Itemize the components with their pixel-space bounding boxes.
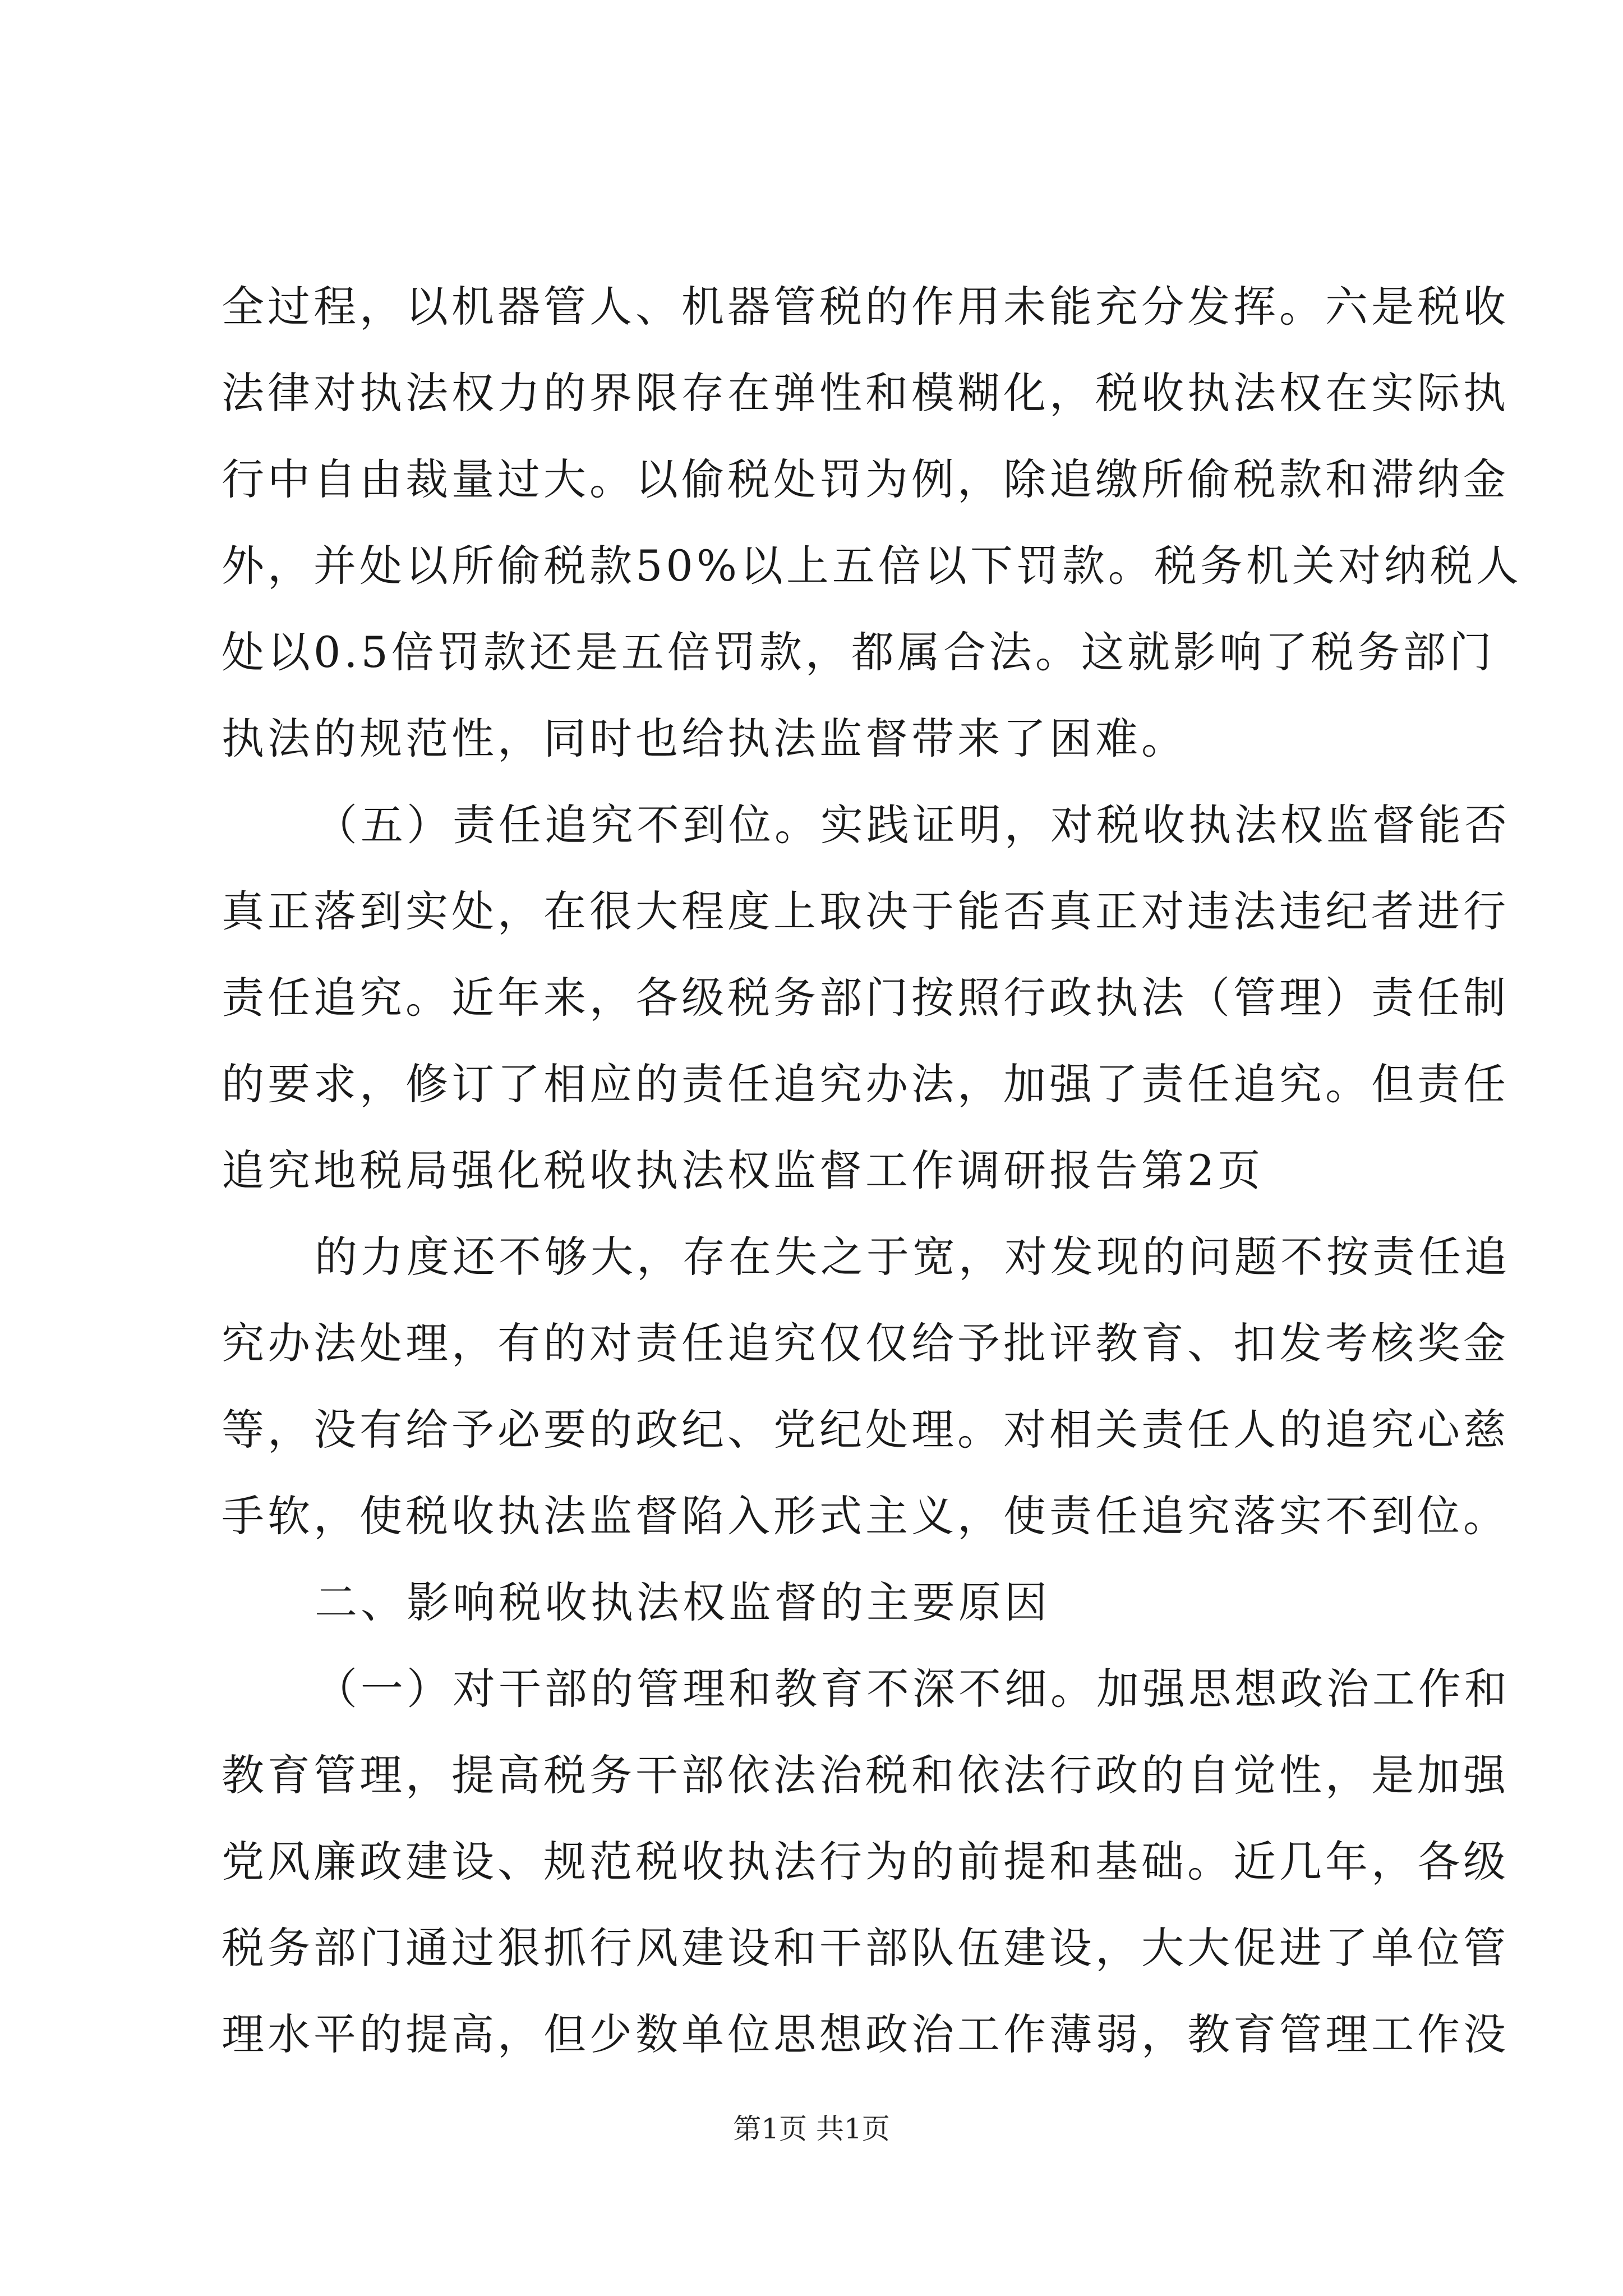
text-line-5: 处以0.5倍罚款还是五倍罚款，都属合法。这就影响了税务部门: [222, 627, 1495, 677]
text-line-9: 责任追究。近年来，各级税务部门按照行政执法（管理）责任制: [222, 973, 1509, 1023]
text-line-14: 等，没有给予必要的政纪、党纪处理。对相关责任人的追究心慈: [222, 1405, 1509, 1455]
text-line-18: 教育管理，提高税务干部依法治税和依法行政的自觉性，是加强: [222, 1750, 1509, 1800]
text-line-2: 法律对执法权力的界限存在弹性和模糊化，税收执法权在实际执: [222, 368, 1509, 418]
page-footer: 第1页 共1页: [733, 2113, 890, 2145]
text-line-4: 外，并处以所偷税款50%以上五倍以下罚款。税务机关对纳税人: [222, 541, 1522, 591]
text-line-17: （一）对干部的管理和教育不深不细。加强思想政治工作和: [315, 1664, 1510, 1714]
text-line-15: 手软，使税收执法监督陷入形式主义，使责任追究落实不到位。: [222, 1491, 1509, 1541]
text-line-11: 追究地税局强化税收执法权监督工作调研报告第2页: [222, 1145, 1264, 1195]
text-line-3: 行中自由裁量过大。以偷税处罚为例，除追缴所偷税款和滞纳金: [222, 454, 1509, 504]
text-line-8: 真正落到实处，在很大程度上取决于能否真正对违法违纪者进行: [222, 886, 1509, 936]
text-line-21: 理水平的提高，但少数单位思想政治工作薄弱，教育管理工作没: [222, 2009, 1509, 2059]
text-line-10: 的要求，修订了相应的责任追究办法，加强了责任追究。但责任: [222, 1059, 1509, 1109]
text-line-20: 税务部门通过狠抓行风建设和干部队伍建设，大大促进了单位管: [222, 1923, 1509, 1973]
text-line-7: （五）责任追究不到位。实践证明，对税收执法权监督能否: [315, 800, 1510, 850]
document-body: [222, 264, 1522, 2078]
text-line-13: 究办法处理，有的对责任追究仅仅给予批评教育、扣发考核奖金: [222, 1318, 1509, 1368]
section-heading: 二、影响税收执法权监督的主要原因: [315, 1577, 1050, 1627]
text-line-6: 执法的规范性，同时也给执法监督带来了困难。: [222, 714, 1187, 763]
text-line-1: 全过程，以机器管人、机器管税的作用未能充分发挥。六是税收: [222, 282, 1509, 332]
text-line-19: 党风廉政建设、规范税收执法行为的前提和基础。近几年，各级: [222, 1837, 1509, 1887]
text-line-12: 的力度还不够大，存在失之于宽，对发现的问题不按责任追: [315, 1232, 1510, 1282]
